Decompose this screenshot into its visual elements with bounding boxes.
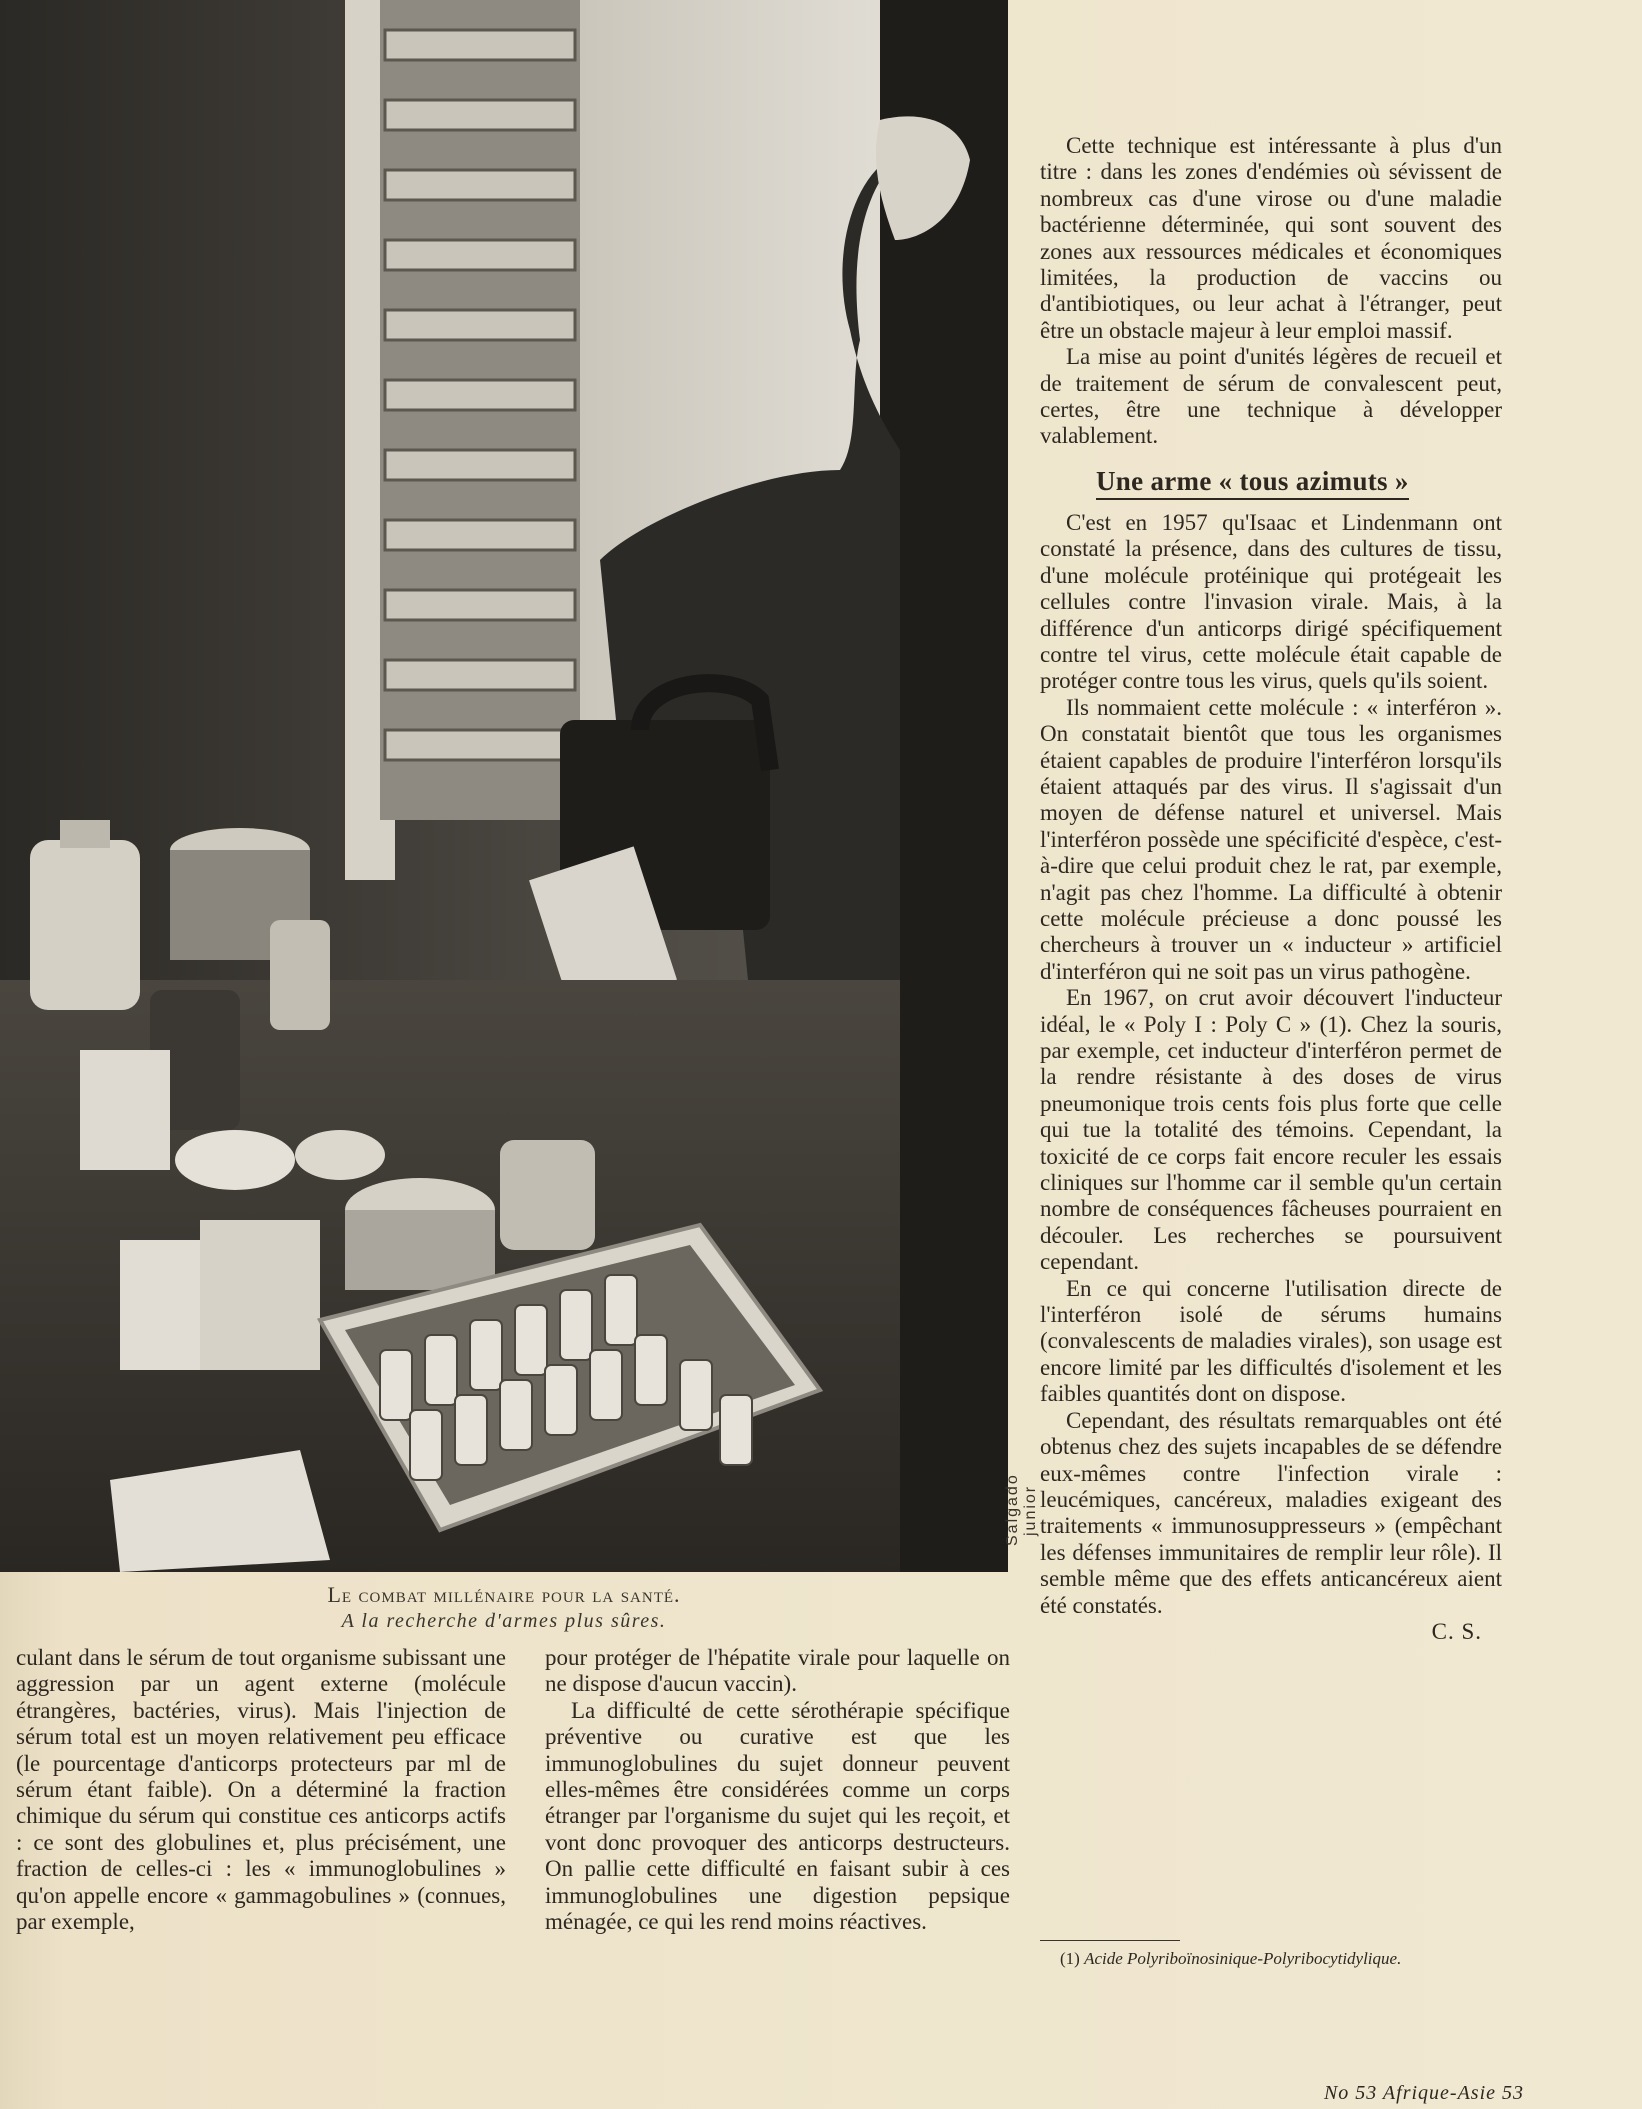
article-column-middle <box>545 1645 1010 1935</box>
subheading-text: Une arme « tous azimuts » <box>1096 466 1409 500</box>
caption-line-1: Le combat millénaire pour la santé. <box>327 1582 681 1607</box>
paragraph: En ce qui concerne l'utilisation directe de l'interféron isolé de sérums humains (convalescents de maladies virales), son usage est encore limité par les difficultés d'isolement et les faibles quantités dont on dispose. <box>1040 1275 1502 1407</box>
caption-line-2: A la recherche d'armes plus sûres. <box>341 1610 667 1632</box>
paragraph: Cependant, des résultats remarquables ont été obtenus chez des sujets incapables de se défendre eux-mêmes contre l'infection virale : leucémiques, cancéreux, maladies exigeant des traitements « immunosuppresseurs » (empêchant les défenses immunitaires de remplir leur rôle). Il semble même que des effets anticancéreux aient été constatés. <box>1040 1407 1502 1618</box>
paragraph: La mise au point d'unités légères de recueil et de traitement de sérum de convalescent peut, certes, être une technique à développer valablement. <box>1040 344 1502 449</box>
footnote <box>1060 1948 1520 1970</box>
article-column-right <box>1040 133 1502 1645</box>
photo-credit: Salgado junior <box>1004 1473 1039 1547</box>
paragraph: Ils nommaient cette molécule : « interféron ». On constatait bientôt que tous les organismes étaient capables de produire l'interféron lorsqu'ils étaient attaqués par des virus. Il s'agissait d'un moyen de défense naturel et universel. Mais l'interféron possède une spécificité d'espèce, c'est-à-dire que celui produit chez le rat, par exemple, n'agit pas chez l'homme. La difficulté à obtenir cette molécule précieuse a donc poussé les chercheurs à trouver un « inducteur » artificiel d'interféron qui ne soit pas un virus pathogène. <box>1040 694 1502 984</box>
paragraph: C'est en 1957 qu'Isaac et Lindenmann ont constaté la présence, dans des cultures de tissu, d'une molécule protéinique qui protégeait les cellules contre l'invasion virale. Mais, à la différence d'un anticorps dirigé spécifiquement contre tel virus, cette molécule était capable de protéger contre tous les virus, quels qu'ils soient. <box>1040 509 1502 694</box>
paragraph: pour protéger de l'hépatite virale pour laquelle on ne dispose d'aucun vaccin). <box>545 1645 1010 1697</box>
page-footer: No 53 Afrique-Asie 53 <box>1323 2082 1524 2104</box>
paragraph: Cette technique est intéressante à plus d'un titre : dans les zones d'endémies où sévissent de nombreux cas d'une virose ou d'une maladie bactérienne déterminée, qui sont souvent des zones aux ressources médicales et économiques limitées, la production de vaccins ou d'antibiotiques, ou leur achat à l'étranger, peut être un obstacle majeur à leur emploi massif. <box>1040 133 1502 343</box>
footnote-marker: (1) <box>1060 1949 1080 1968</box>
footnote-text: Acide Polyriboïnosinique-Polyribocytidylique. <box>1084 1949 1402 1968</box>
article-column-left <box>16 1645 506 1935</box>
photo-caption <box>0 1582 1008 1634</box>
photo-illustration <box>0 0 1008 1572</box>
paragraph: En 1967, on crut avoir découvert l'inducteur idéal, le « Poly I : Poly C » (1). Chez la souris, par exemple, cet inducteur d'interféron permet de la rendre résistante à des doses de virus pneumonique trois cents fois plus forte que celle qui tue la totalité des témoins. Cependant, la toxicité de ce corps fait encore reculer les essais cliniques sur l'homme car il semble qu'un certain nombre de conséquences fâcheuses pourraient en découler. Les recherches se poursuivent cependant. <box>1040 985 1502 1275</box>
section-subheading <box>1096 464 1502 498</box>
author-signature: C. S. <box>1431 1618 1482 1644</box>
paragraph: La difficulté de cette sérothérapie spécifique préventive ou curative est que les immunoglobulines du sujet donneur peuvent elles-mêmes être considérées comme un corps étranger par l'organisme du sujet qui les reçoit, et vont donc provoquer des anticorps destructeurs. On pallie cette difficulté en faisant subir à ces immunoglobulines une digestion pepsique ménagée, ce qui les rend moins réactives. <box>545 1697 1010 1935</box>
footnote-divider <box>1040 1940 1180 1941</box>
paragraph: culant dans le sérum de tout organisme subissant une aggression par un agent externe (molécule étrangères, bactéries, virus). Mais l'injection de sérum total est un moyen relativement peu efficace (le pourcentage d'anticorps protecteurs par ml de sérum étant faible). On a déterminé la fraction chimique du sérum qui constitue ces anticorps actifs : ce sont des globulines et, plus précisément, une fraction de celles-ci : les « immunoglobulines » qu'on appelle encore « gammagobulines » (connues, par exemple, <box>16 1645 506 1935</box>
photograph <box>0 0 1008 1572</box>
